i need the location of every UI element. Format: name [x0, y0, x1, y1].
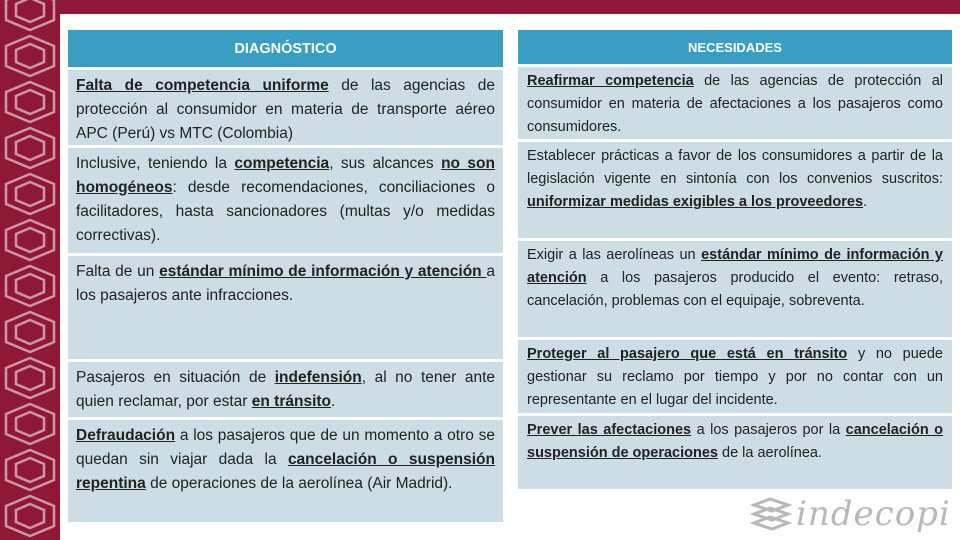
diagnostico-column — [68, 30, 503, 525]
band-ornament — [6, 0, 54, 30]
decorative-top-band — [60, 0, 960, 14]
necesidades-item — [518, 67, 952, 139]
diagnostico-item — [68, 420, 503, 522]
band-ornament — [6, 312, 54, 352]
emphasized-text: cancelación o suspensión de operaciones — [527, 422, 943, 461]
item-text: Establecer prácticas a favor de los consumidores a partir de la legislación vigente en sintonía con los convenios suscritos: — [527, 148, 943, 187]
item-text: a los pasajeros ante infracciones. — [76, 263, 495, 304]
diagnostico-item — [68, 256, 503, 359]
item-text: y no puede gestionar su reclamo por tiempo y por no contar con un representante en el lugar del incidente. — [527, 346, 943, 408]
band-ornament — [6, 128, 54, 168]
emphasized-text: Prever las afectaciones — [527, 422, 692, 438]
emphasized-text: Reafirmar competencia — [527, 73, 694, 89]
item-text: a los pasajeros que de un momento a otro se quedan sin viajar dada la — [76, 427, 495, 468]
indecopi-logo-text: indecopi — [796, 494, 951, 534]
emphasized-text: uniformizar medidas exigibles a los proveedores — [527, 194, 864, 210]
item-text: : desde recomendaciones, conciliaciones o facilitadores, hasta sancionadores (multas y/o medidas correctivas). — [76, 179, 495, 244]
item-text: Falta de un — [76, 263, 160, 280]
item-text: Exigir a las aerolíneas un — [527, 247, 702, 263]
necesidades-item — [518, 416, 952, 489]
diagnostico-item — [68, 148, 503, 253]
item-text: . — [863, 194, 868, 210]
band-ornament — [6, 220, 54, 260]
emphasized-text: competencia — [234, 155, 330, 172]
item-text: . — [331, 393, 336, 410]
band-ornament — [6, 404, 54, 444]
item-text: , sus alcances — [329, 155, 442, 172]
band-ornament — [6, 82, 54, 122]
band-pattern — [0, 0, 60, 540]
band-ornament — [6, 358, 54, 398]
diagnostico-header: DIAGNÓSTICO — [68, 30, 503, 67]
item-text: de operaciones de la aerolínea (Air Madrid). — [145, 475, 453, 492]
emphasized-text: estándar mínimo de información y atención — [159, 263, 487, 280]
emphasized-text: Defraudación — [76, 427, 176, 444]
necesidades-header: NECESIDADES — [518, 30, 952, 64]
band-ornament — [6, 450, 54, 490]
emphasized-text: cancelación o suspensión repentina — [76, 451, 495, 492]
indecopi-logo-icon — [750, 497, 792, 531]
band-ornament — [6, 266, 54, 306]
item-text: de la aerolínea. — [717, 445, 822, 461]
band-ornament — [6, 496, 54, 536]
emphasized-text: Proteger al pasajero que está en tránsito — [527, 346, 848, 362]
band-ornament — [6, 36, 54, 76]
item-text: Pasajeros en situación de — [76, 369, 275, 386]
necesidades-item — [518, 241, 952, 337]
necesidades-item — [518, 142, 952, 238]
emphasized-text: estándar mínimo de información y atención — [527, 247, 943, 286]
item-text: de las agencias de protección al consumidor en materia de transporte aéreo APC (Perú) vs MTC (Colombia) — [76, 77, 495, 142]
necesidades-item — [518, 340, 952, 413]
item-text: , al no tener ante quien reclamar, por estar — [76, 369, 495, 410]
necesidades-column — [518, 30, 952, 492]
emphasized-text: no son homogéneos — [76, 155, 495, 196]
item-text: a los pasajeros producido el evento: retraso, cancelación, problemas con el equipaje, sobreventa. — [527, 270, 943, 309]
item-text: a los pasajeros por la — [691, 422, 846, 438]
indecopi-logo — [750, 494, 951, 534]
diagnostico-item — [68, 70, 503, 145]
item-text: de las agencias de protección al consumidor en materia de afectaciones a los pasajeros como consumidores. — [527, 73, 943, 135]
emphasized-text: Falta de competencia uniforme — [76, 77, 329, 94]
diagnostico-item — [68, 362, 503, 417]
decorative-side-band — [0, 0, 60, 540]
band-ornament — [6, 174, 54, 214]
item-text: Inclusive, teniendo la — [76, 155, 235, 172]
emphasized-text: indefensión — [274, 369, 362, 386]
emphasized-text: en tránsito — [251, 393, 331, 410]
